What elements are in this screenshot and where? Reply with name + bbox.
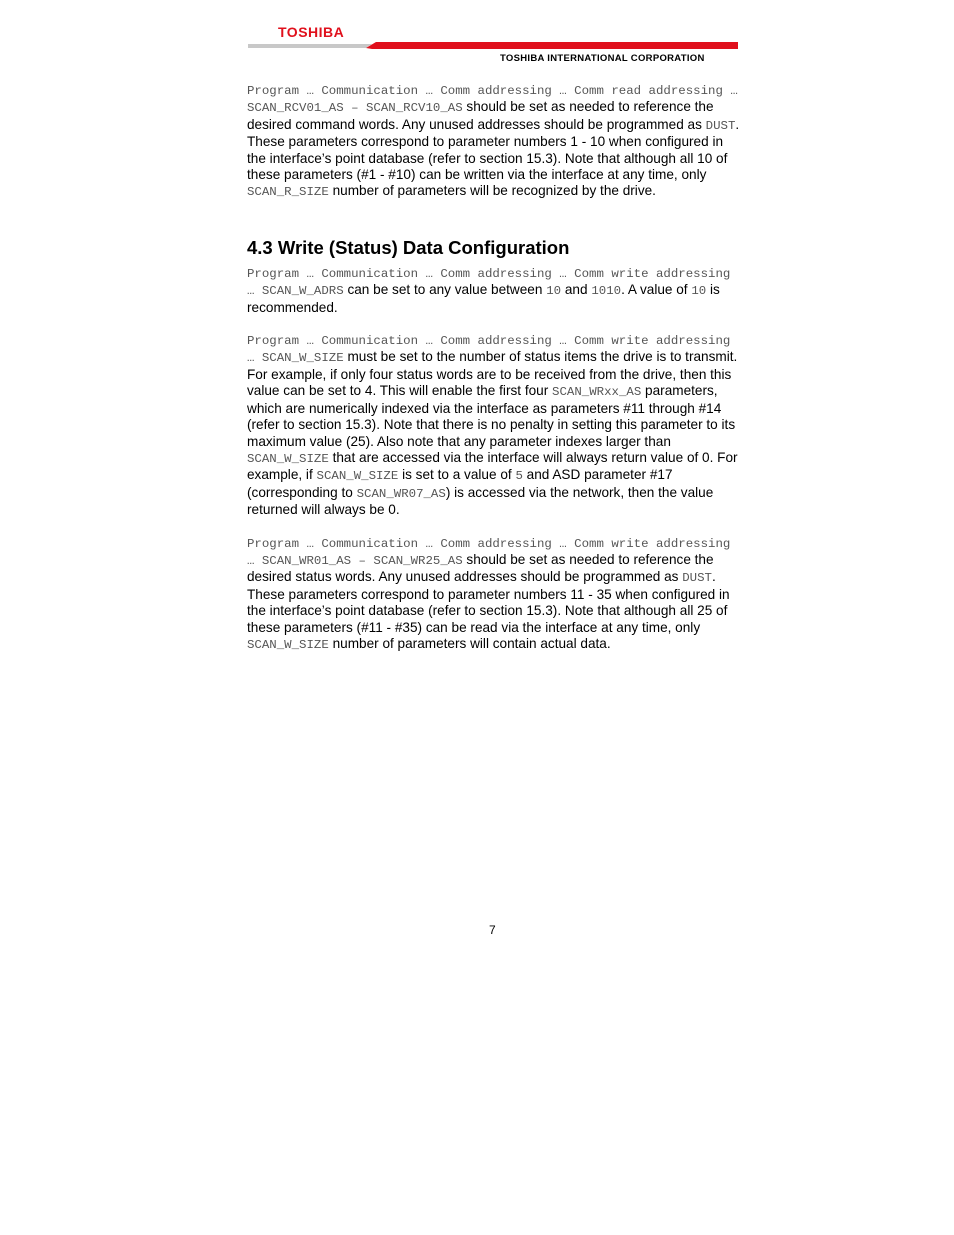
menu-path: Program … Communication … Comm addressing … Comm write addressing … SCAN_WR01_AS – SCAN_WR25_AS — [247, 536, 731, 568]
section-heading: 4.3 Write (Status) Data Configuration — [247, 236, 570, 258]
toshiba-logo: TOSHIBA — [278, 24, 345, 40]
menu-path: Program … Communication … Comm addressing … Comm read addressing … SCAN_RCV01_AS – SCAN_RCV10_AS — [247, 84, 738, 116]
document-body — [247, 82, 743, 669]
corporation-name: TOSHIBA INTERNATIONAL CORPORATION — [500, 53, 705, 64]
write-adrs-paragraph: Program … Communication … Comm addressing … Comm write addressing … SCAN_W_ADRS can be set to any value between 10 and 1010. A value of 10 is recommended. — [247, 266, 731, 315]
header-band — [248, 42, 738, 52]
write-addressing-paragraph: Program … Communication … Comm addressing … Comm write addressing … SCAN_WR01_AS – SCAN_WR25_AS should be set as needed to reference the desired status words. Any unused addresses should be programmed as DUST. These parameters correspond to parameter numbers 11 - 35 when configured in the interface’s point database (refer to section 15.3). Note that although all 25 of these parameters (#11 - #35) can be read via the interface at any time, only SCAN_W_SIZE number of parameters will contain actual data. — [247, 536, 731, 652]
write-size-paragraph: Program … Communication … Comm addressing … Comm write addressing … SCAN_W_SIZE must be set to the number of status items the drive is to transmit. For example, if only four status words are to be received from the drive, then this value can be set to 4. This will enable the first four SCAN_WRxx_AS parameters, which are numerically indexed via the interface as parameters #11 through #14 (refer to section 15.3). Note that there is no penalty in setting this parameter to its maximum value (25). Also note that any parameter indexes larger than SCAN_W_SIZE that are accessed via the interface will always return value of 0. For example, if SCAN_W_SIZE is set to a value of 5 and ASD parameter #17 (corresponding to SCAN_WR07_AS) is accessed via the network, then the value returned will always be 0. — [247, 334, 738, 518]
page-number: 7 — [489, 923, 496, 937]
read-addressing-paragraph: Program … Communication … Comm addressing … Comm read addressing … SCAN_RCV01_AS – SCAN_RCV10_AS should be set as needed to reference the desired command words. Any unused addresses should be programmed as DUST. These parameters correspond to parameter numbers 1 - 10 when configured in the interface’s point database (refer to section 15.3). Note that although all 10 of these parameters (#1 - #10) can be written via the interface at any time, only SCAN_R_SIZE number of parameters will be recognized by the drive. — [247, 84, 740, 200]
menu-path: Program … Communication … Comm addressing … Comm write addressing … SCAN_W_SIZE — [247, 334, 731, 366]
menu-path: Program … Communication … Comm addressing … Comm write addressing … SCAN_W_ADRS — [247, 266, 731, 299]
